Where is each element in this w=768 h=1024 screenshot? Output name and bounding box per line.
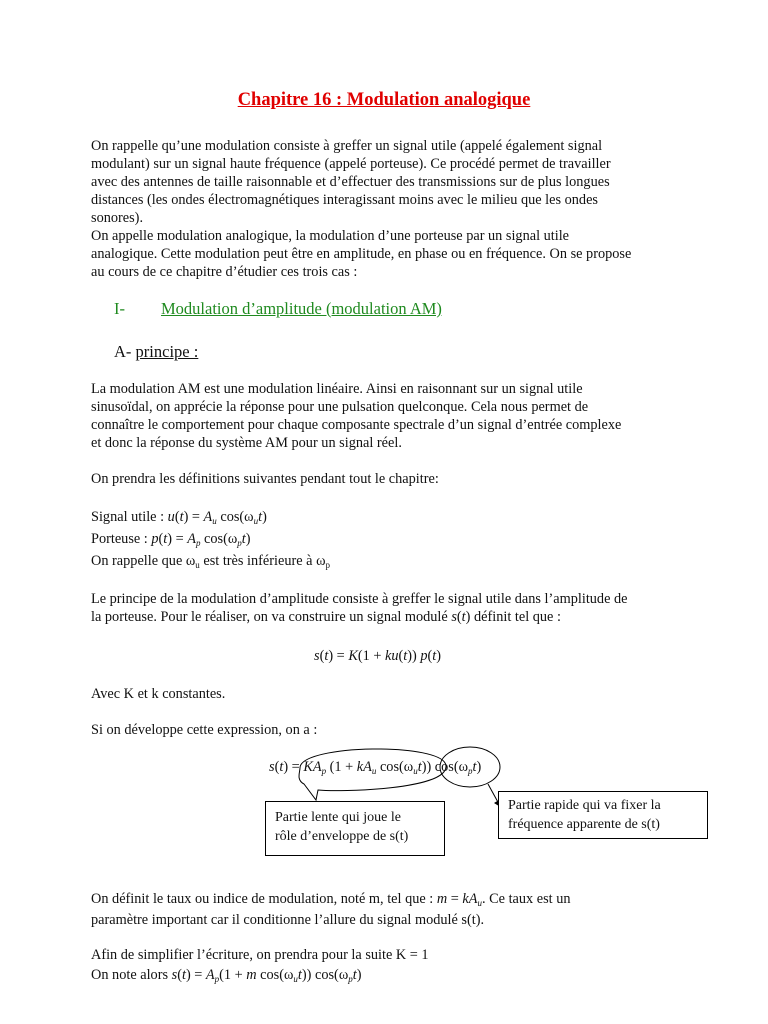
modulation-index-line: On définit le taux ou indice de modulation, noté m, tel que : $m = kA_u$. Ce taux est un (91, 891, 571, 908)
signal-utile-label: Signal utile : (91, 509, 168, 525)
simplify-line: Afin de simplifier l’écriture, on prendra pour la suite K = 1 (91, 947, 429, 963)
intro-line: On appelle modulation analogique, la modulation d’une porteuse par un signal utile (91, 228, 570, 244)
s-of-t-inline: s(t) (451, 609, 471, 625)
section-number: I- (114, 299, 125, 318)
porteuse-label: Porteuse : (91, 531, 152, 547)
intro-line: sonores). (91, 210, 144, 226)
chapter-title: Chapitre 16 : Modulation analogique (237, 90, 531, 110)
definitions-intro: On prendra les définitions suivantes pendant tout le chapitre: (91, 471, 439, 487)
principe-line: la porteuse. Pour le réaliser, on va construire un signal modulé s(t) définit tel que : (91, 609, 561, 625)
final-equation: $s(t) = A_p(1 + m$ $\cos(\omega_ut)$) $\cos(\omega_pt)$ (171, 967, 362, 984)
modulation-index-equation: $m = kA_u$ (436, 891, 482, 908)
intro-line: au cours de ce chapitre d’étudier ces trois cas : (91, 264, 358, 280)
final-equation-line: On note alors $s(t) = A_p(1 + m$ $\cos(\omega_ut)$) $\cos(\omega_pt)$ (91, 967, 362, 984)
subsection-prefix: A- (114, 342, 136, 361)
fast-part-circle (440, 747, 500, 787)
developed-equation: $s(t) = KA_p$ ($1 + kA_u$ $\cos(\omega_ut)$) $\cos(\omega_pt)$ (269, 759, 482, 776)
am-line: connaître le comportement pour chaque composante spectrale d’un signal d’entrée complexe (91, 417, 622, 433)
develop-intro: Si on développe cette expression, on a : (91, 722, 318, 738)
fast-part-callout: Partie rapide qui va fixer la fréquence apparente de s(t) (498, 791, 708, 839)
intro-line: avec des antennes de taille raisonnable et d’effectuer des transmissions sur de plus longues (91, 174, 610, 190)
intro-line: modulant) sur un signal haute fréquence (appelé porteuse). Ce procédé permet de travailler (91, 156, 611, 172)
signal-utile-equation: $u(t) = A_u$ $\cos(\omega_ut)$ (167, 509, 267, 526)
subsection-title: principe : (135, 342, 199, 361)
intro-line: analogique. Cette modulation peut être en amplitude, en phase ou en fréquence. On se propose (91, 246, 632, 262)
intro-line: On rappelle qu’une modulation consiste à greffer un signal utile (appelé également signal (91, 138, 603, 154)
porteuse-equation: $p(t) = A_p$ $\cos(\omega_pt)$ (151, 531, 251, 548)
rappel-line: On rappelle que $\omega_u$ est très inférieure à $\omega_p$ (91, 553, 331, 570)
section-title: Modulation d’amplitude (modulation AM) (161, 299, 442, 318)
slow-part-callout: Partie lente qui joue le rôle d’enveloppe de s(t) (265, 801, 445, 856)
slow-part-speech-bubble (299, 749, 446, 800)
principe-line: Le principe de la modulation d’amplitude consiste à greffer le signal utile dans l’amplitude de (91, 591, 628, 607)
am-line: sinusoïdal, on apprécie la réponse pour une pulsation quelconque. Cela nous permet de (91, 399, 589, 415)
am-line: La modulation AM est une modulation linéaire. Ainsi en raisonnant sur un signal utile (91, 381, 583, 397)
modulation-index-note: paramètre important car il conditionne l’allure du signal modulé s(t). (91, 912, 485, 928)
constants-note: Avec K et k constantes. (91, 686, 226, 702)
am-line: et donc la réponse du système AM pour un signal réel. (91, 435, 402, 451)
modulated-signal-equation: s(t) = K(1 + ku(t)) p(t) (314, 648, 442, 664)
intro-line: distances (les ondes électromagnétiques interagissant moins avec le milieu que les ondes (91, 192, 598, 208)
